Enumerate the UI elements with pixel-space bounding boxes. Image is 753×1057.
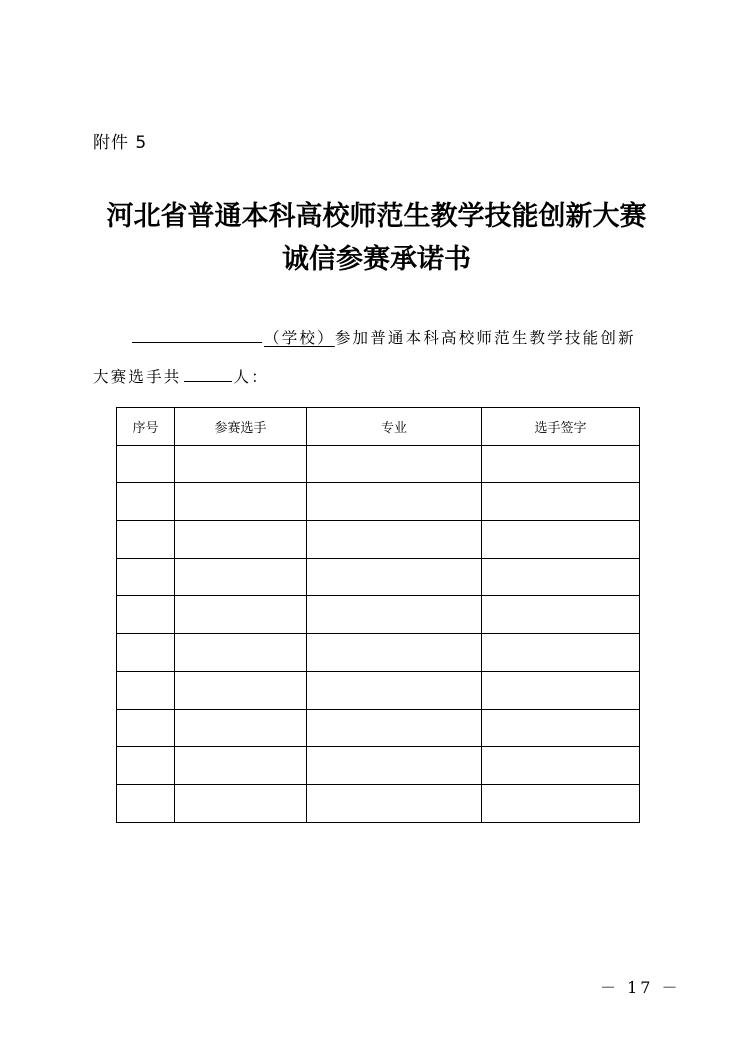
cell-contestant[interactable]	[175, 709, 307, 747]
cell-contestant[interactable]	[175, 596, 307, 634]
cell-contestant[interactable]	[175, 558, 307, 596]
cell-serial-number[interactable]	[117, 634, 175, 672]
cell-signature[interactable]	[482, 558, 640, 596]
contestant-count-prefix: 大赛选手共	[93, 368, 182, 386]
page-number: － 17 －	[600, 978, 681, 997]
cell-serial-number[interactable]	[117, 558, 175, 596]
header-major: 专业	[307, 408, 482, 446]
intro-text: 参加普通本科高校师范生教学技能创新	[334, 329, 636, 347]
table-row	[117, 709, 640, 747]
cell-major[interactable]	[307, 558, 482, 596]
cell-serial-number[interactable]	[117, 521, 175, 559]
cell-signature[interactable]	[482, 596, 640, 634]
header-signature: 选手签字	[482, 408, 640, 446]
header-contestant: 参赛选手	[175, 408, 307, 446]
header-serial-number: 序号	[117, 408, 175, 446]
cell-contestant[interactable]	[175, 671, 307, 709]
table-row	[117, 784, 640, 822]
cell-contestant[interactable]	[175, 483, 307, 521]
cell-contestant[interactable]	[175, 784, 307, 822]
cell-major[interactable]	[307, 634, 482, 672]
cell-serial-number[interactable]	[117, 709, 175, 747]
cell-signature[interactable]	[482, 784, 640, 822]
cell-major[interactable]	[307, 784, 482, 822]
cell-major[interactable]	[307, 671, 482, 709]
cell-serial-number[interactable]	[117, 747, 175, 785]
table-row	[117, 483, 640, 521]
document-title-line-2: 诚信参赛承诺书	[282, 244, 471, 275]
table-row	[117, 671, 640, 709]
table-row	[117, 634, 640, 672]
table-header-row	[117, 408, 640, 446]
cell-signature[interactable]	[482, 521, 640, 559]
table-row	[117, 596, 640, 634]
table-row	[117, 521, 640, 559]
cell-major[interactable]	[307, 521, 482, 559]
cell-serial-number[interactable]	[117, 483, 175, 521]
cell-signature[interactable]	[482, 671, 640, 709]
contestant-table	[116, 407, 640, 823]
table-row	[117, 747, 640, 785]
cell-contestant[interactable]	[175, 634, 307, 672]
school-label: （学校）	[264, 329, 335, 347]
attachment-label: 附件 5	[93, 133, 148, 153]
contestant-count-blank[interactable]	[184, 365, 232, 382]
cell-signature[interactable]	[482, 483, 640, 521]
cell-major[interactable]	[307, 747, 482, 785]
intro-line-1	[132, 326, 636, 348]
cell-signature[interactable]	[482, 709, 640, 747]
cell-serial-number[interactable]	[117, 596, 175, 634]
cell-serial-number[interactable]	[117, 671, 175, 709]
intro-line-2	[93, 365, 269, 387]
cell-contestant[interactable]	[175, 521, 307, 559]
table-row	[117, 558, 640, 596]
cell-major[interactable]	[307, 709, 482, 747]
cell-signature[interactable]	[482, 634, 640, 672]
cell-serial-number[interactable]	[117, 445, 175, 483]
contestant-count-suffix: 人：	[233, 368, 269, 386]
cell-signature[interactable]	[482, 747, 640, 785]
cell-contestant[interactable]	[175, 747, 307, 785]
table-row	[117, 445, 640, 483]
cell-major[interactable]	[307, 445, 482, 483]
document-title-line-1: 河北省普通本科高校师范生教学技能创新大赛	[106, 201, 647, 232]
cell-major[interactable]	[307, 483, 482, 521]
cell-signature[interactable]	[482, 445, 640, 483]
school-name-blank[interactable]	[132, 326, 262, 343]
cell-serial-number[interactable]	[117, 784, 175, 822]
cell-major[interactable]	[307, 596, 482, 634]
cell-contestant[interactable]	[175, 445, 307, 483]
